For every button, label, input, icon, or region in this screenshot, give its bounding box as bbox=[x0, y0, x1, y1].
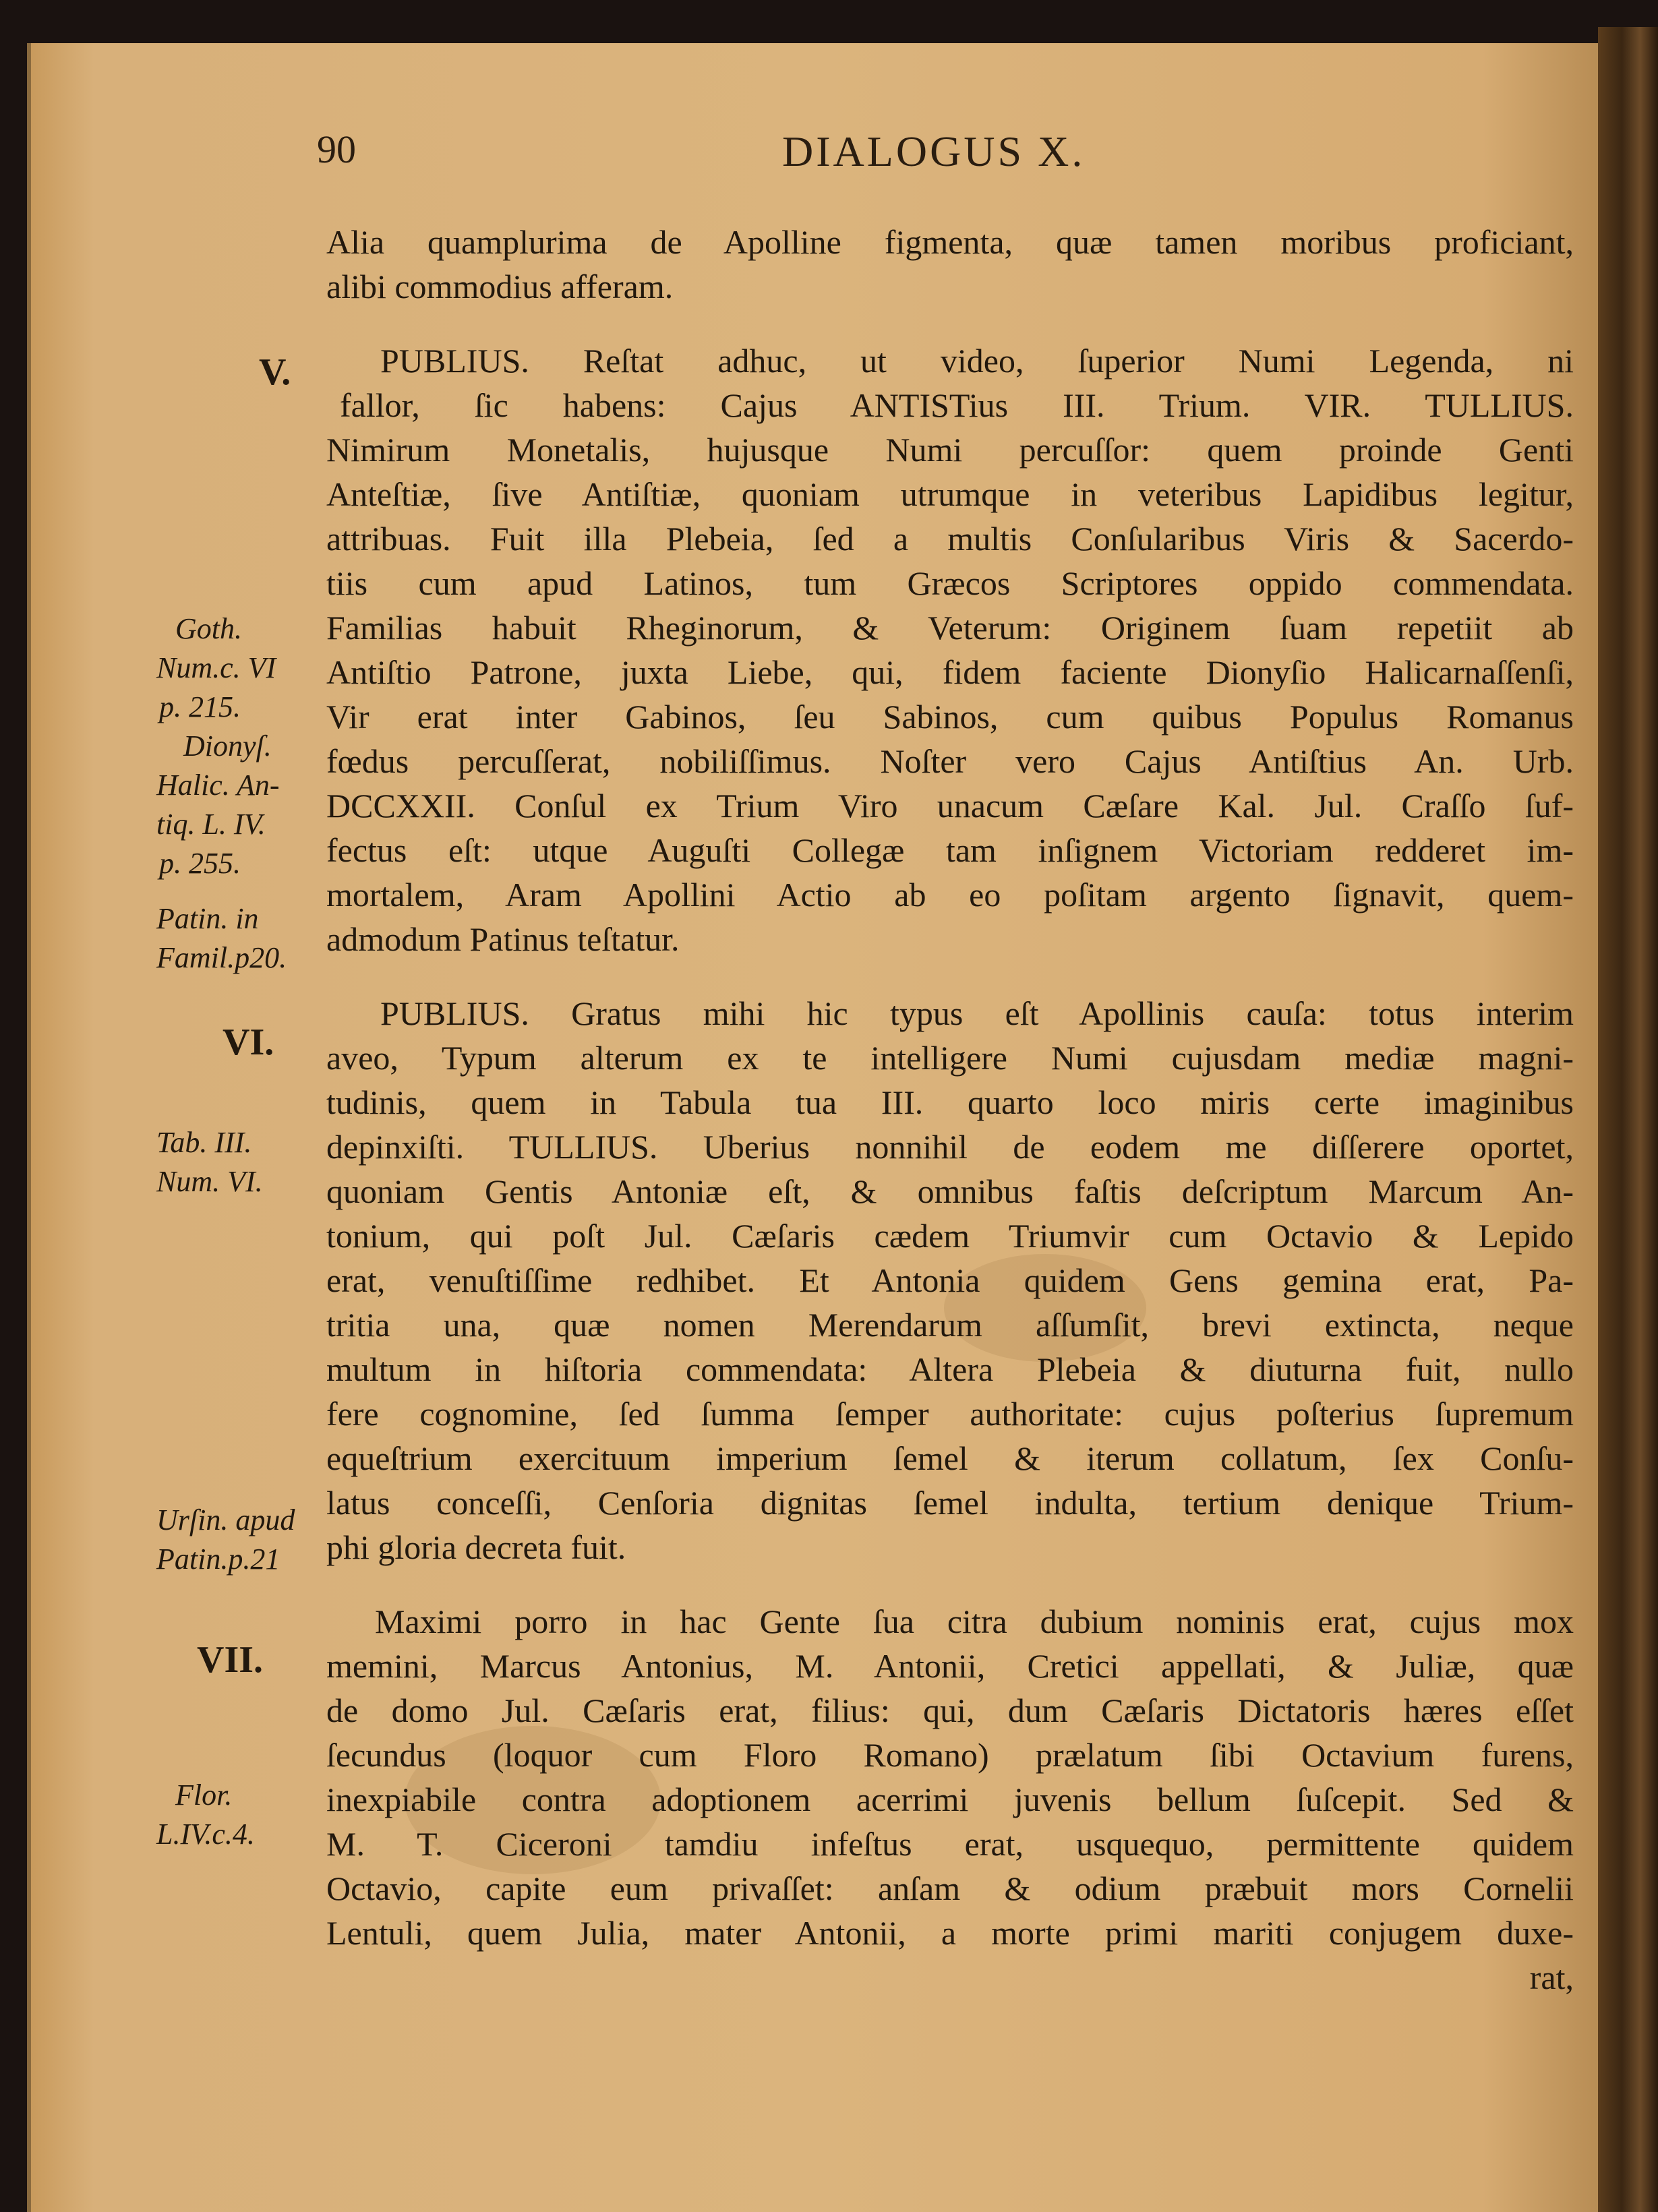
section-number-v: V. bbox=[259, 351, 291, 393]
margin-note-line: p. 255. bbox=[159, 847, 241, 880]
margin-note-flor bbox=[156, 1776, 325, 1854]
page-header bbox=[317, 127, 1139, 187]
margin-note-line: Patin.p.21 bbox=[156, 1543, 280, 1576]
text-line: depinxiſti. TULLIUS. Uberius nonnihil de eodem me diſſerere oportet, bbox=[326, 1128, 1574, 1166]
margin-note-line: Famil.p20. bbox=[156, 941, 287, 974]
text-line: quoniam Gentis Antoniæ eſt, & omnibus faſtis deſcriptum Marcum An- bbox=[326, 1172, 1574, 1210]
margin-note-tab bbox=[156, 1123, 325, 1201]
text-line: admodum Patinus teſtatur. bbox=[326, 920, 680, 958]
text-line: fallor, ſic habens: Cajus ANTISTius III. Trium. VIR. TULLIUS. bbox=[340, 386, 1574, 424]
margin-note-line: L.IV.c.4. bbox=[156, 1818, 255, 1851]
text-line: de domo Jul. Cæſaris erat, filius: qui, dum Cæſaris Dictatoris hæres eſſet bbox=[326, 1692, 1574, 1729]
margin-note-goth bbox=[156, 609, 325, 883]
text-line: aveo, Typum alterum ex te intelligere Numi cujusdam mediæ magni- bbox=[326, 1039, 1574, 1077]
margin-note-line: Flor. bbox=[175, 1778, 233, 1812]
text-line: Anteſtiæ, ſive Antiſtiæ, quoniam utrumque in veteribus Lapidibus legitur, bbox=[326, 475, 1574, 513]
text-line: phi gloria decreta fuit. bbox=[326, 1528, 626, 1566]
text-line: equeſtrium exercituum imperium ſemel & iterum collatum, ſex Conſu- bbox=[326, 1439, 1574, 1477]
text-line: erat, venuſtiſſime redhibet. Et Antonia quidem Gens gemina erat, Pa- bbox=[326, 1261, 1574, 1299]
text-line: latus conceſſi, Cenſoria dignitas ſemel indulta, tertium denique Trium- bbox=[326, 1484, 1574, 1522]
text-line: tudinis, quem in Tabula tua III. quarto loco miris certe imaginibus bbox=[326, 1083, 1574, 1121]
text-line: tonium, qui poſt Jul. Cæſaris cædem Triumvir cum Octavio & Lepido bbox=[326, 1217, 1574, 1255]
text-line: Lentuli, quem Julia, mater Antonii, a morte primi mariti conjugem duxe- bbox=[326, 1914, 1574, 1952]
text-line: M. T. Ciceroni tamdiu infeſtus erat, usquequo, permittente quidem bbox=[326, 1825, 1574, 1863]
margin-note-ursin bbox=[156, 1501, 325, 1579]
section-number-vi: VI. bbox=[223, 1021, 274, 1063]
text-line: fectus eſt: utque Auguſti Collegæ tam inſignem Victoriam redderet im- bbox=[326, 831, 1574, 869]
text-line: tiis cum apud Latinos, tum Græcos Scriptores oppido commendata. bbox=[326, 564, 1574, 602]
text-line: ſecundus (loquor cum Floro Romano) prælatum ſibi Octavium furens, bbox=[326, 1736, 1574, 1774]
page-number: 90 bbox=[317, 127, 356, 171]
margin-note-line: Num. VI. bbox=[156, 1165, 263, 1198]
margin-note-line: Halic. An- bbox=[156, 769, 280, 802]
text-line: inexpiabile contra adoptionem acerrimi juvenis bellum ſuſcepit. Sed & bbox=[326, 1781, 1574, 1818]
text-line: Nimirum Monetalis, hujusque Numi percuſſor: quem proinde Genti bbox=[326, 431, 1574, 469]
text-line: multum in hiſtoria commendata: Altera Plebeia & diuturna fuit, nullo bbox=[326, 1350, 1574, 1388]
text-line: Vir erat inter Gabinos, ſeu Sabinos, cum quibus Populus Romanus bbox=[326, 698, 1574, 736]
text-line: Antiſtio Patrone, juxta Liebe, qui, fidem faciente Dionyſio Halicarnaſſenſi, bbox=[326, 653, 1574, 691]
text-line: Alia quamplurima de Apolline figmenta, quæ tamen moribus proficiant, bbox=[326, 223, 1574, 261]
text-line: Maximi porro in hac Gente ſua citra dubium nominis erat, cujus mox bbox=[375, 1603, 1574, 1640]
margin-note-line: tiq. L. IV. bbox=[156, 808, 266, 841]
margin-note-line: Tab. III. bbox=[156, 1126, 252, 1159]
margin-note-line: Dionyſ. bbox=[183, 729, 272, 763]
margin-note-patin bbox=[156, 899, 325, 978]
section-number-vii: VII. bbox=[197, 1639, 264, 1681]
margin-note-line: Patin. in bbox=[156, 902, 259, 935]
text-line: attribuas. Fuit illa Plebeia, ſed a multis Conſularibus Viris & Sacerdo- bbox=[326, 520, 1574, 558]
text-line: Familias habuit Rheginorum, & Veterum: Originem ſuam repetiit ab bbox=[326, 609, 1574, 647]
text-line: fœdus percuſſerat, nobiliſſimus. Noſter vero Cajus Antiſtius An. Urb. bbox=[326, 742, 1574, 780]
main-text bbox=[326, 220, 1574, 2000]
text-line: Octavio, capite eum privaſſet: anſam & odium præbuit mors Cornelii bbox=[326, 1870, 1574, 1907]
margin-note-line: Urſin. apud bbox=[156, 1503, 295, 1536]
text-line: tritia una, quæ nomen Merendarum aſſumſit, brevi extincta, neque bbox=[326, 1306, 1574, 1344]
margin-note-line: p. 215. bbox=[159, 690, 241, 723]
text-line: fere cognomine, ſed ſumma ſemper authoritate: cujus poſterius ſupremum bbox=[326, 1395, 1574, 1433]
text-line: alibi commodius afferam. bbox=[326, 268, 674, 305]
text-line: memini, Marcus Antonius, M. Antonii, Cretici appellati, & Juliæ, quæ bbox=[326, 1647, 1574, 1685]
binding-gutter bbox=[1598, 27, 1658, 2212]
text-line: mortalem, Aram Apollini Actio ab eo poſitam argento ſignavit, quem- bbox=[326, 876, 1574, 914]
text-line: rat, bbox=[1529, 1959, 1574, 1996]
text-line: PUBLIUS. Reſtat adhuc, ut video, ſuperior Numi Legenda, ni bbox=[380, 342, 1574, 380]
margin-note-line: Goth. bbox=[175, 612, 242, 645]
text-line: PUBLIUS. Gratus mihi hic typus eſt Apollinis cauſa: totus interim bbox=[380, 994, 1574, 1032]
text-line: DCCXXII. Conſul ex Trium Viro unacum Cæſare Kal. Jul. Craſſo ſuf- bbox=[326, 787, 1574, 825]
margin-note-line: Num.c. VI bbox=[156, 651, 276, 684]
running-title: DIALOGUS X. bbox=[782, 127, 1086, 175]
